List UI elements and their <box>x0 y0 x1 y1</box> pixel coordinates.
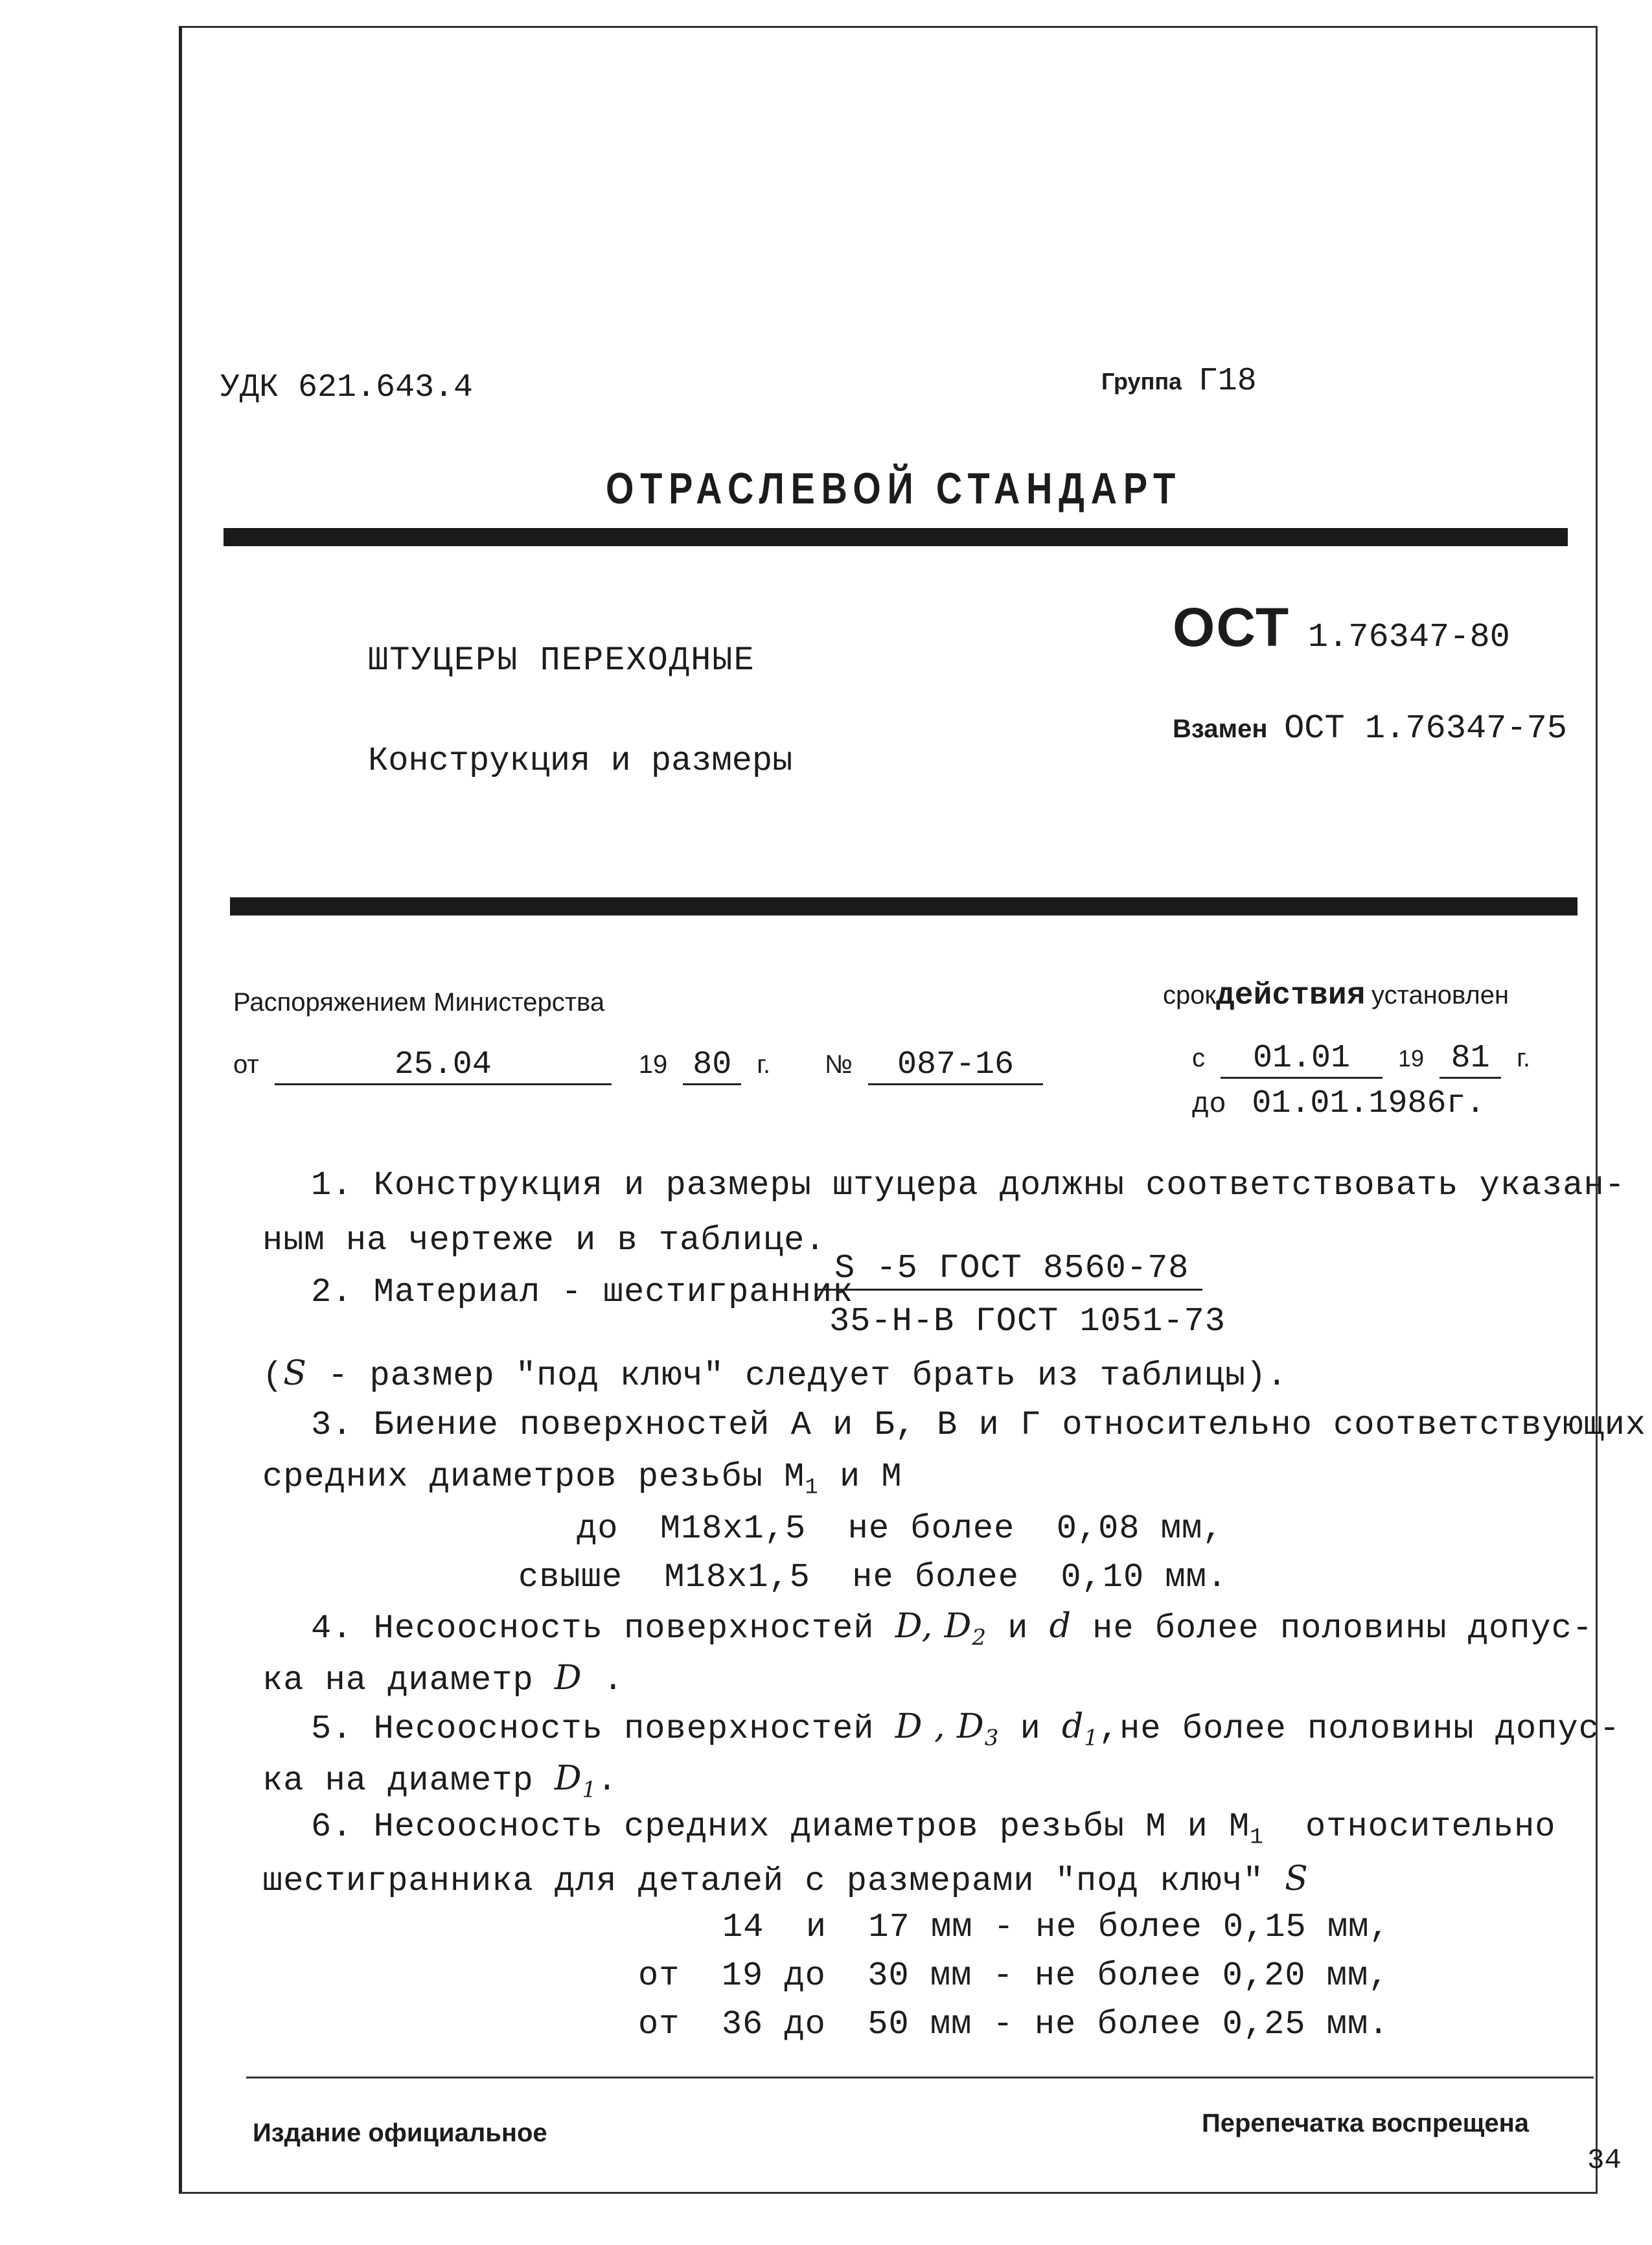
p3-line2 <box>262 1458 902 1500</box>
p5-line2-b: D <box>554 1759 582 1798</box>
p5-line1-d: d <box>1062 1707 1084 1746</box>
p4-line2-c: . <box>582 1661 624 1699</box>
p5-line1-a: 5. Несоосность поверхностей <box>311 1710 895 1748</box>
p5-line1-sub2: 1 <box>1084 1725 1099 1751</box>
p4-line2-b: D <box>554 1659 582 1698</box>
p4-line1-b: D, D <box>895 1607 972 1646</box>
p6-line1-a: 6. Несоосность средних диаметров резьбы М и М <box>311 1808 1250 1846</box>
order-number-label: № <box>825 1050 853 1079</box>
validity-label-mid: действия <box>1216 978 1366 1013</box>
p6-line2-text: шестигранника для деталей с размерами "под ключ" <box>262 1862 1285 1900</box>
p6-line2-s: S <box>1285 1859 1309 1898</box>
p3-line1: 3. Биение поверхностей А и Б, В и Г относительно соответствующих <box>311 1406 1647 1444</box>
validity-from-label: с <box>1192 1044 1205 1072</box>
order-date: 25.04 <box>275 1046 612 1085</box>
group-block <box>1101 363 1257 400</box>
footer-rule <box>246 2077 1594 2078</box>
ost-designation <box>1173 596 1510 659</box>
order-from-label: от <box>233 1050 259 1079</box>
validity-label <box>1163 978 1509 1013</box>
replace-value: ОСТ 1.76347-75 <box>1284 709 1567 748</box>
p4-line2-a: ка на диаметр <box>262 1661 555 1699</box>
validity-from-suffix: г. <box>1517 1044 1530 1072</box>
ost-label: ОСТ <box>1173 597 1291 658</box>
page-number: 34 <box>1587 2145 1622 2177</box>
middle-rule <box>230 897 1577 915</box>
p4-line2 <box>262 1659 624 1699</box>
p3-row1: до М18х1,5 не более 0,08 мм, <box>577 1510 1224 1548</box>
group-label: Группа <box>1101 368 1182 395</box>
footer-left: Издание официальное <box>253 2119 547 2147</box>
p3-line2-b: и М <box>818 1458 902 1496</box>
udk-code: УДК 621.643.4 <box>220 369 474 406</box>
p6-line1-b: относительно <box>1263 1808 1556 1846</box>
p1-line1: 1. Конструкция и размеры штуцера должны соответствовать указан- <box>311 1166 1625 1204</box>
order-year-prefix: 19 <box>638 1050 668 1079</box>
s-symbol: S <box>283 1354 307 1393</box>
p5-line1-e: ,не более половины допус- <box>1098 1710 1621 1748</box>
p2-material-top: S -5 ГОСТ 8560-78 <box>815 1249 1202 1291</box>
order-number: 087-16 <box>868 1046 1043 1085</box>
validity-to-line <box>1192 1085 1485 1122</box>
p3-line2-a: средних диаметров резьбы М <box>262 1458 805 1496</box>
p4-line1 <box>311 1607 1593 1650</box>
validity-from-year: 81 <box>1440 1040 1501 1079</box>
replace-label: Взамен <box>1173 715 1268 743</box>
p6-line2 <box>262 1859 1309 1900</box>
replaces-block <box>1173 709 1567 748</box>
p2-note-text: - размер "под ключ" следует брать из таблицы). <box>306 1357 1288 1395</box>
p4-line1-sub: 2 <box>972 1624 987 1651</box>
order-label: Распоряжением Министерства <box>233 988 605 1017</box>
p4-line1-e: не более половины допус- <box>1071 1609 1594 1648</box>
validity-year-prefix: 19 <box>1398 1045 1425 1072</box>
validity-from-date: 01.01 <box>1221 1040 1382 1079</box>
p3-line2-sub: 1 <box>805 1475 819 1501</box>
group-value: Г18 <box>1198 363 1257 400</box>
p5-line1-b: D , D <box>895 1707 985 1746</box>
order-year-suffix: г. <box>757 1050 771 1079</box>
standard-title: ОТРАСЛЕВОЙ СТАНДАРТ <box>606 464 1182 513</box>
validity-label-prefix: срок <box>1163 981 1216 1009</box>
p2-note: (S - размер "под ключ" следует брать из таблицы). <box>262 1354 1288 1395</box>
p2-label: 2. Материал - шестигранник <box>311 1273 854 1311</box>
p2-material-bottom: 35-Н-В ГОСТ 1051-73 <box>829 1302 1226 1341</box>
p3-row2: свыше М18х1,5 не более 0,10 мм. <box>518 1558 1228 1596</box>
validity-label-suffix: установлен <box>1371 981 1509 1009</box>
p6-line1 <box>311 1808 1556 1850</box>
footer-right: Перепечатка воспрещена <box>1202 2109 1529 2137</box>
doc-title: ШТУЦЕРЫ ПЕРЕХОДНЫЕ <box>368 641 755 680</box>
p4-line1-a: 4. Несоосность поверхностей <box>311 1609 895 1648</box>
p6-row2: от 19 до 30 мм - не более 0,20 мм, <box>638 1957 1390 1995</box>
top-rule <box>224 528 1568 546</box>
p6-row1: 14 и 17 мм - не более 0,15 мм, <box>722 1908 1390 1946</box>
p5-line1 <box>311 1707 1620 1751</box>
p6-row3: от 36 до 50 мм - не более 0,25 мм. <box>638 2005 1390 2044</box>
validity-to-label: до <box>1192 1088 1226 1121</box>
ost-number: 1.76347-80 <box>1307 618 1510 656</box>
order-year: 80 <box>683 1046 741 1085</box>
p5-line1-c: и <box>999 1710 1062 1748</box>
p6-line1-sub: 1 <box>1250 1825 1264 1850</box>
p5-line2-a: ка на диаметр <box>262 1762 555 1800</box>
doc-subtitle: Конструкция и размеры <box>368 742 793 780</box>
p5-line2-sub: 1 <box>582 1777 597 1803</box>
p4-line1-c: и <box>986 1609 1050 1648</box>
validity-to-date: 01.01.1986г. <box>1252 1085 1486 1122</box>
p1-line2: ным на чертеже и в таблице. <box>262 1221 826 1260</box>
validity-from-line <box>1192 1040 1530 1079</box>
p4-line1-d: d <box>1049 1607 1072 1646</box>
p5-line2 <box>262 1759 617 1802</box>
p5-line1-sub: 3 <box>984 1725 1000 1751</box>
order-line <box>233 1046 1043 1085</box>
p5-line2-c: . <box>597 1762 618 1800</box>
